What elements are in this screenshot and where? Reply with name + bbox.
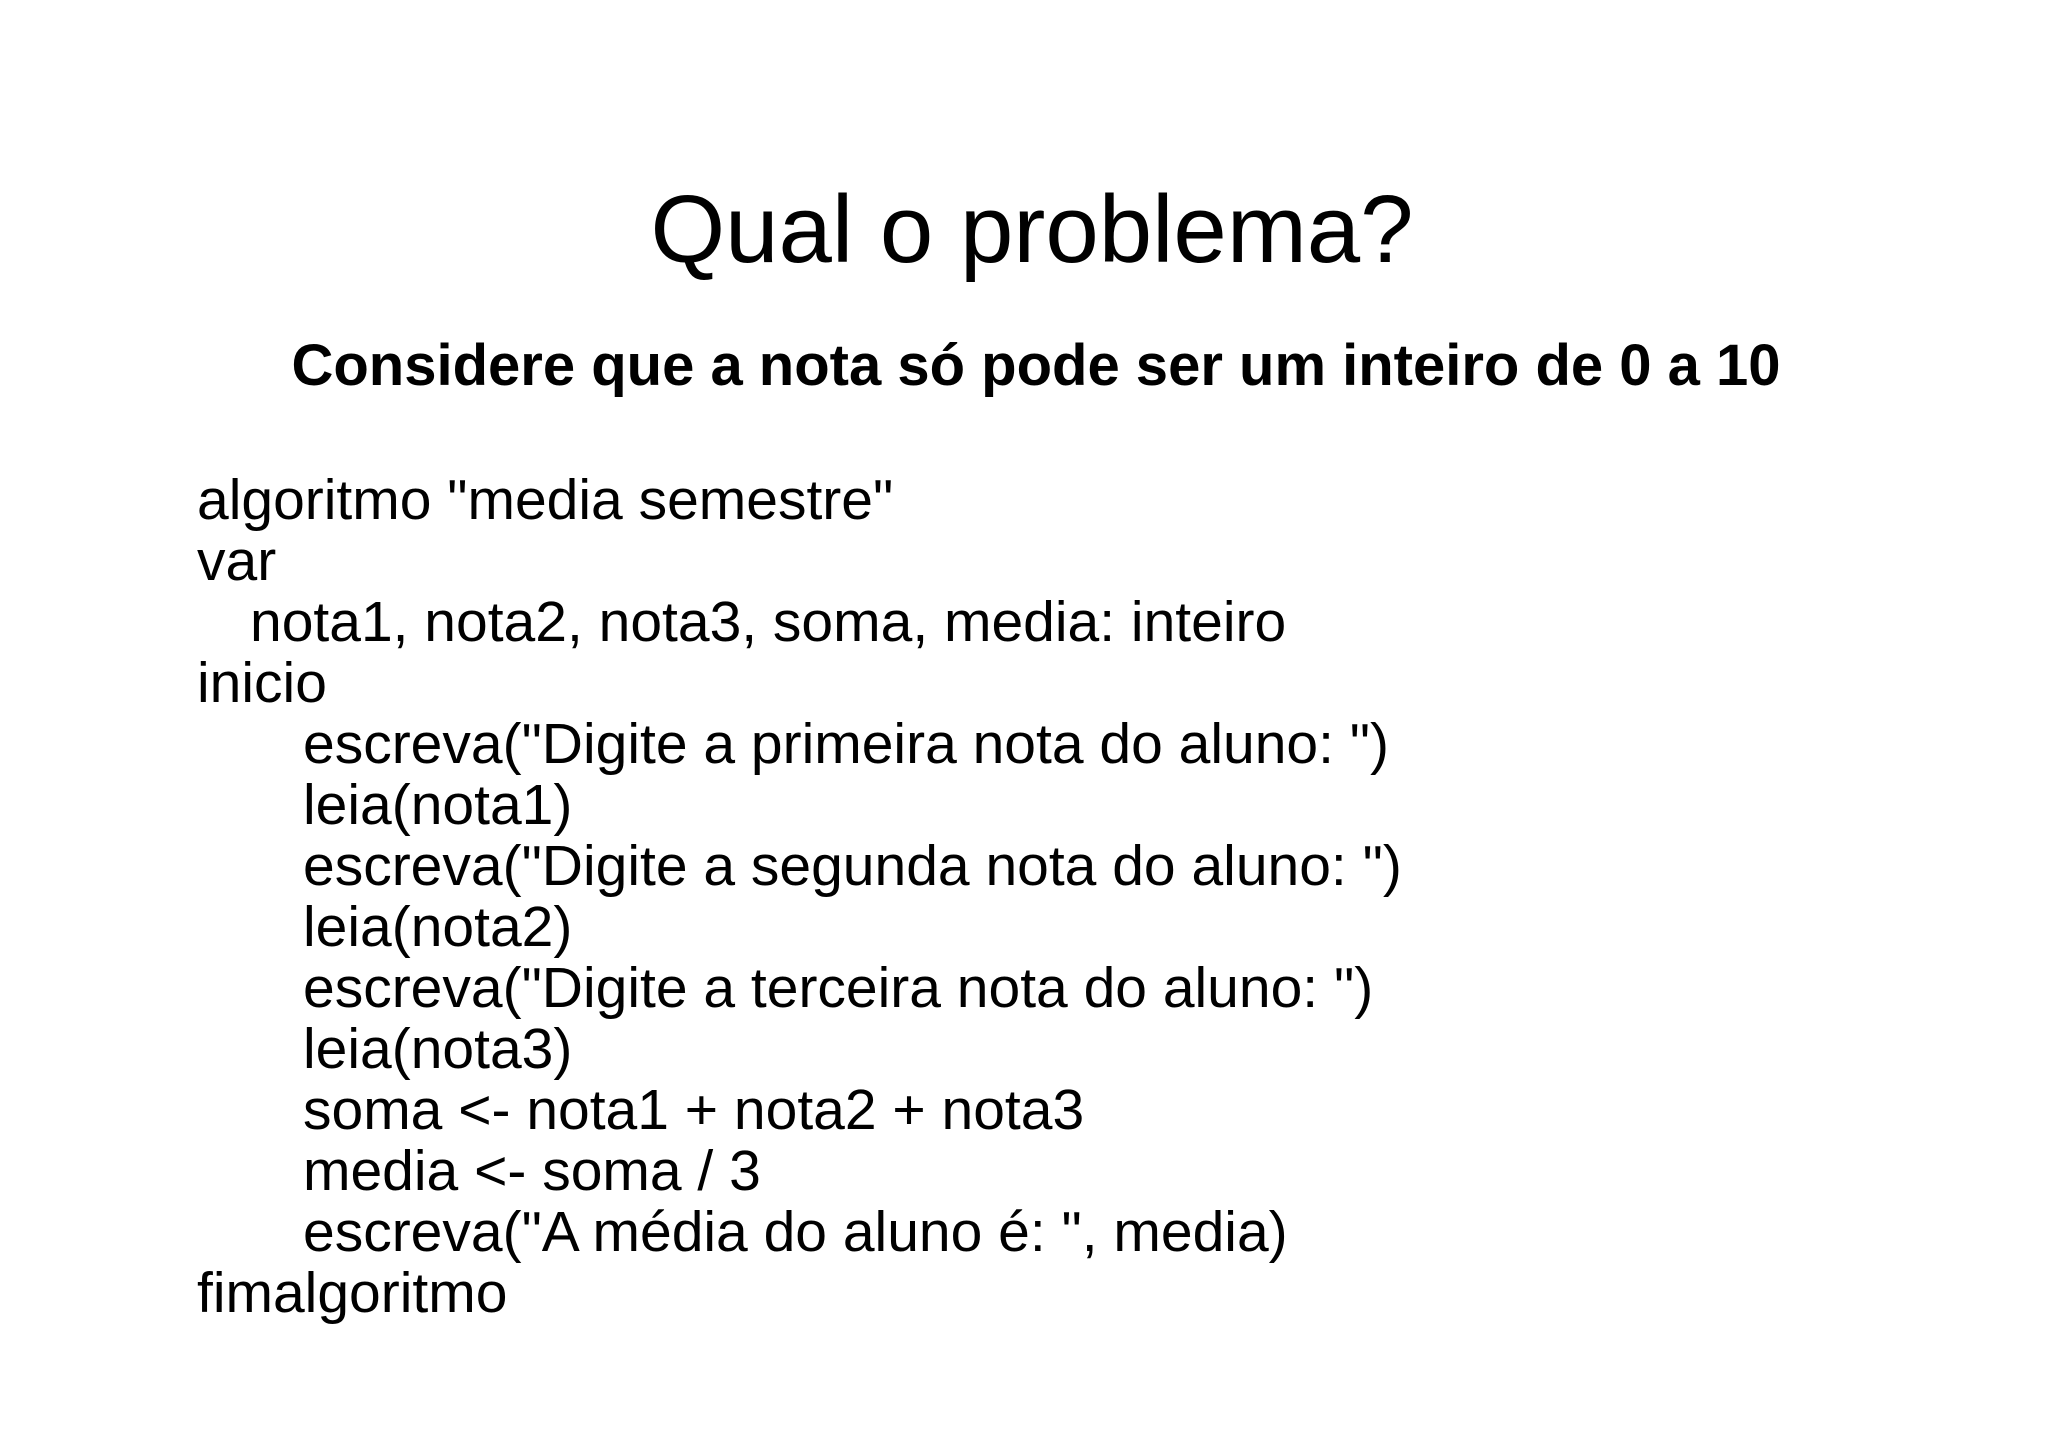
code-line: escreva("Digite a primeira nota do aluno: ") — [303, 712, 1389, 776]
code-line: inicio — [197, 651, 327, 715]
code-line: escreva("Digite a terceira nota do aluno: ") — [303, 956, 1374, 1020]
code-line: media <- soma / 3 — [303, 1139, 761, 1203]
code-line: leia(nota2) — [303, 895, 573, 959]
code-line: algoritmo "media semestre" — [197, 468, 894, 532]
code-line: escreva("A média do aluno é: ", media) — [303, 1200, 1288, 1264]
code-line: var — [197, 529, 277, 593]
code-line: escreva("Digite a segunda nota do aluno: ") — [303, 834, 1402, 898]
code-line: leia(nota3) — [303, 1017, 573, 1081]
code-line: soma <- nota1 + nota2 + nota3 — [303, 1078, 1085, 1142]
code-line: nota1, nota2, nota3, soma, media: inteiro — [250, 590, 1287, 654]
pseudocode-block — [197, 470, 1402, 1324]
code-line: fimalgoritmo — [197, 1261, 508, 1325]
slide-subtitle: Considere que a nota só pode ser um inteiro de 0 a 10 — [291, 333, 1781, 398]
slide-title: Qual o problema? — [650, 176, 1414, 283]
code-line: leia(nota1) — [303, 773, 573, 837]
